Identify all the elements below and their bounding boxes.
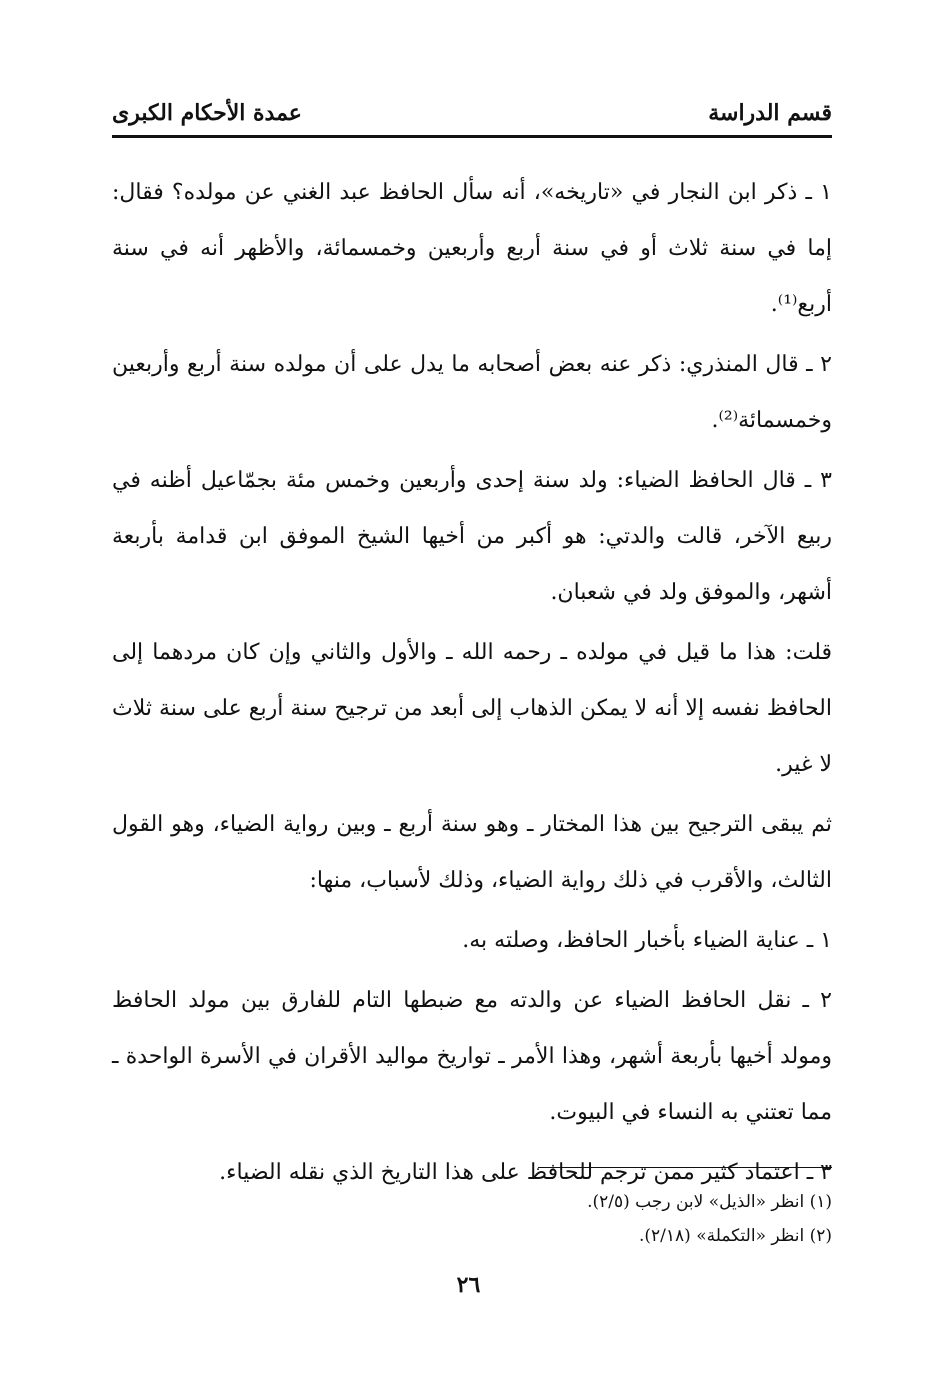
header-rule — [112, 135, 832, 138]
paragraph-5: ثم يبقى الترجيح بين هذا المختار ـ وهو سنة أربع ـ وبين رواية الضياء، وهو القول الثالث، والأقرب في ذلك رواية الضياء، وذلك لأسباب، منها: — [112, 812, 832, 893]
paragraph-1: ١ ـ ذكر ابن النجار في «تاريخه»، أنه سأل الحافظ عبد الغني عن مولده؟ فقال: إما في سنة ثلاث أو في سنة أربع وأربعين وخمسمائة، والأظهر أنه في سنة أربع⁽¹⁾. — [112, 180, 832, 317]
footnotes — [112, 1185, 832, 1253]
paragraph-2: ٢ ـ قال المنذري: ذكر عنه بعض أصحابه ما يدل على أن مولده سنة أربع وأربعين وخمسمائة⁽²⁾. — [112, 352, 832, 433]
footnote-1: (١) انظر «الذيل» لابن رجب (٢/٥). — [587, 1192, 832, 1212]
footnote-rule — [538, 1167, 832, 1168]
paragraph-8: ٣ ـ اعتماد كثير ممن ترجم للحافظ على هذا التاريخ الذي نقله الضياء. — [219, 1160, 832, 1185]
section-title: قسم الدراسة — [708, 100, 832, 126]
page-number: ٢٦ — [456, 1272, 481, 1298]
page-header — [112, 100, 832, 134]
main-text — [112, 165, 832, 1205]
paragraph-6: ١ ـ عناية الضياء بأخبار الحافظ، وصلته به. — [462, 928, 832, 953]
paragraph-7: ٢ ـ نقل الحافظ الضياء عن والدته مع ضبطها التام للفارق بين مولد الحافظ ومولد أخيها بأربعة أشهر، وهذا الأمر ـ تواريخ مواليد الأقران في الأسرة الواحدة ـ مما تعتني به النساء في البيوت. — [112, 988, 832, 1125]
book-title: عمدة الأحكام الكبرى — [112, 100, 302, 126]
footnote-2: (٢) انظر «التكملة» (٢/١٨). — [638, 1226, 832, 1246]
paragraph-4: قلت: هذا ما قيل في مولده ـ رحمه الله ـ والأول والثاني وإن كان مردهما إلى الحافظ نفسه إلا أنه لا يمكن الذهاب إلى أبعد من ترجيح سنة أربع على سنة ثلاث لا غير. — [112, 640, 832, 777]
paragraph-3: ٣ ـ قال الحافظ الضياء: ولد سنة إحدى وأربعين وخمس مئة بجمّاعيل أظنه في ربيع الآخر، قالت والدتي: هو أكبر من أخيها الشيخ الموفق ابن قدامة بأربعة أشهر، والموفق ولد في شعبان. — [112, 468, 832, 605]
